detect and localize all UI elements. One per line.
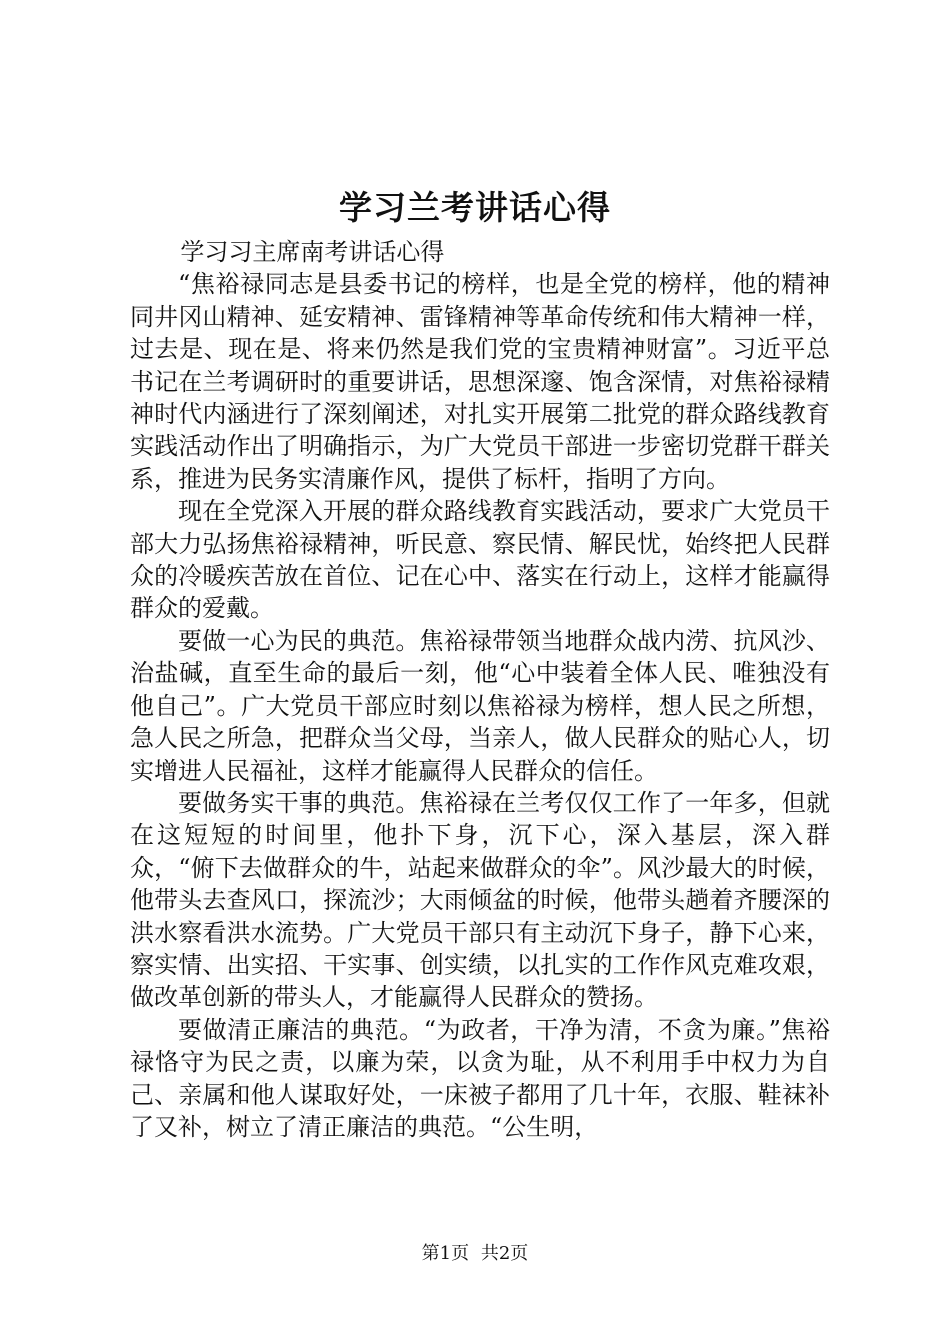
paragraph-4: 要做务实干事的典范。焦裕禄在兰考仅仅工作了一年多，但就在这短短的时间里，他扑下身，沉下心，深入基层，深入群众，“俯下去做群众的牛，站起来做群众的伞”。风沙最大的时候，他带头去查风口，探流沙；大雨倾盆的时候，他带头趟着齐腰深的洪水察看洪水流势。广大党员干部只有主动沉下身子，静下心来，察实情、出实招、干实事、创实绩，以扎实的工作作风克难攻艰，做改革创新的带头人，才能赢得人民群众的赞扬。	[130, 788, 830, 1012]
paragraph-5: 要做清正廉洁的典范。“为政者，干净为清，不贪为廉。”焦裕禄恪守为民之责，以廉为荣，以贪为耻，从不利用手中权力为自己、亲属和他人谋取好处，一床被子都用了几十年，衣服、鞋袜补了又补，树立了清正廉洁的典范。“公生明，	[130, 1015, 830, 1141]
page-footer	[0, 1242, 950, 1266]
document-subtitle: 学习习主席南考讲话心得	[180, 238, 445, 266]
paragraph-2: 现在全党深入开展的群众路线教育实践活动，要求广大党员干部大力弘扬焦裕禄精神，听民意、察民情、解民忧，始终把人民群众的冷暖疾苦放在首位、记在心中、落实在行动上，这样才能赢得群众的爱戴。	[130, 497, 830, 623]
page-number: 第1页	[421, 1243, 470, 1264]
page-title: 学习兰考讲话心得	[339, 188, 611, 227]
document-body	[130, 236, 830, 1143]
page-total: 共2页	[480, 1243, 529, 1264]
paragraph-3: 要做一心为民的典范。焦裕禄带领当地群众战内涝、抗风沙、治盐碱，直至生命的最后一刻，他“心中装着全体人民、唯独没有他自己”。广大党员干部应时刻以焦裕禄为榜样，想人民之所想，急人民之所急，把群众当父母，当亲人，做人民群众的贴心人，切实增进人民福祉，这样才能赢得人民群众的信任。	[130, 626, 830, 785]
paragraph-1: “焦裕禄同志是县委书记的榜样，也是全党的榜样，他的精神同井冈山精神、延安精神、雷锋精神等革命传统和伟大精神一样，过去是、现在是、将来仍然是我们党的宝贵精神财富”。习近平总书记在兰考调研时的重要讲话，思想深邃、饱含深情，对焦裕禄精神时代内涵进行了深刻阐述，对扎实开展第二批党的群众路线教育实践活动作出了明确指示，为广大党员干部进一步密切党群干群关系，推进为民务实清廉作风，提供了标杆，指明了方向。	[130, 270, 830, 493]
